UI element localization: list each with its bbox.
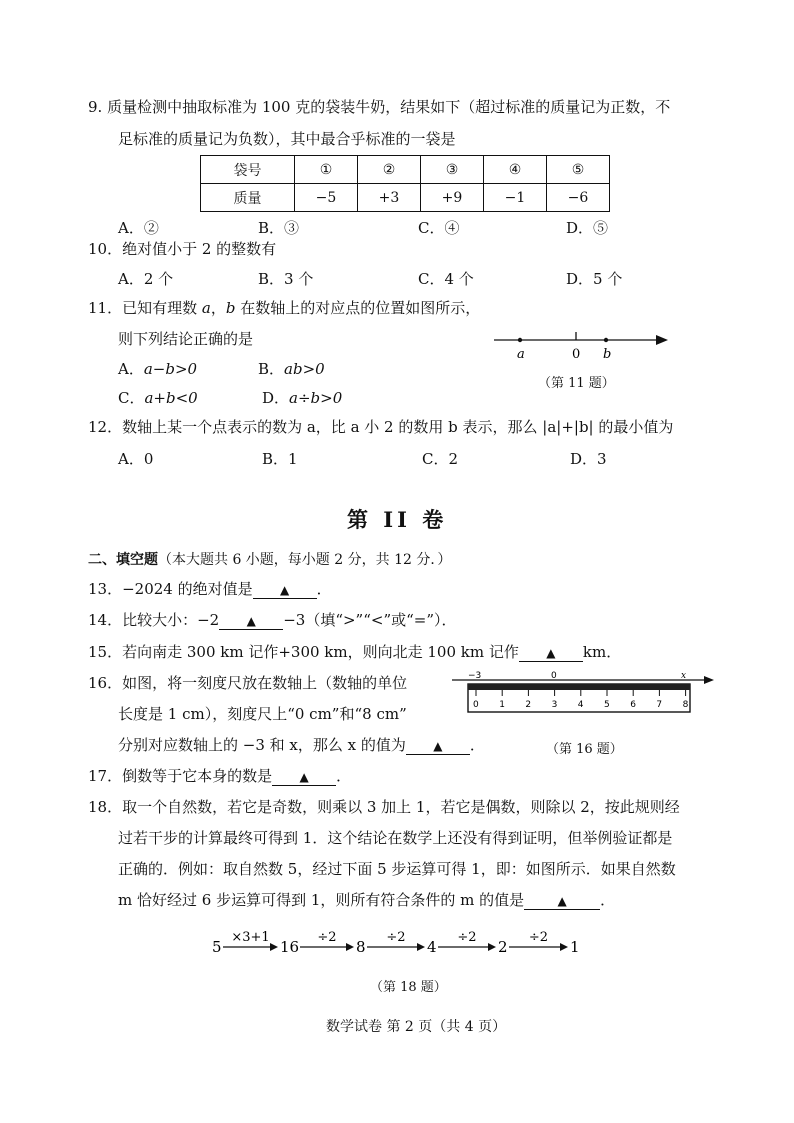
q16-text-post: ． xyxy=(469,736,485,754)
q18-caption: （第 18 题） xyxy=(370,980,447,995)
q11-stem xyxy=(88,297,480,318)
ruler-tick-label: 1 xyxy=(499,700,505,710)
q10-option-d: D．5 个 xyxy=(566,270,623,288)
q14-text-pre: 14．比较大小：−2 xyxy=(88,611,220,629)
q18-line4 xyxy=(118,889,615,910)
table-row-label: 质量 xyxy=(201,184,295,212)
q11-number-line xyxy=(490,328,670,368)
point-a xyxy=(518,338,522,342)
point-b xyxy=(604,338,608,342)
page-footer: 数学试卷 第 2 页（共 4 页） xyxy=(326,1019,507,1035)
option-expr: a−b>0 xyxy=(143,360,198,378)
q13 xyxy=(88,578,332,599)
blank-triangle-icon: ▲ xyxy=(557,894,567,908)
q11-line2: 则下列结论正确的是 xyxy=(118,330,254,348)
q11-var-b: b xyxy=(225,299,236,317)
table-header: ② xyxy=(358,156,421,184)
option-label: B． xyxy=(258,360,285,378)
q11-option-b xyxy=(258,358,325,379)
q15-text-pre: 15．若向南走 300 km 记作+300 km，则向北走 100 km 记作 xyxy=(88,643,519,661)
flow-number: 5 xyxy=(212,938,222,956)
q16-line2: 长度是 1 cm），刻度尺上“0 cm”和“8 cm” xyxy=(118,705,407,723)
q11-stem-post: 在数轴上的对应点的位置如图所示， xyxy=(235,299,481,317)
ruler-tick-label: 7 xyxy=(656,700,663,710)
q18-line2: 过若干步的计算最终可得到 1．这个结论在数学上还没有得到证明，但举例验证都是 xyxy=(118,829,673,847)
q16-text-pre: 分别对应数轴上的 −3 和 x，那么 x 的值为 xyxy=(118,736,406,754)
q12-option-d: D．3 xyxy=(570,450,607,468)
q13-text-pre: 13．−2024 的绝对值是 xyxy=(88,580,253,598)
table-header: ① xyxy=(295,156,358,184)
table-cell: +9 xyxy=(421,184,484,212)
q11-option-d xyxy=(262,387,342,408)
flow-number: 8 xyxy=(356,938,366,956)
flow-number: 4 xyxy=(427,938,437,956)
q9-line1: 9. 质量检测中抽取标准为 100 克的袋装牛奶，结果如下（超过标准的质量记为正数，不 xyxy=(88,98,671,116)
flow-op-label: ÷2 xyxy=(317,930,337,945)
axis-label-x: x xyxy=(681,671,687,681)
q13-text-post: ． xyxy=(316,580,332,598)
answer-blank[interactable] xyxy=(253,580,317,599)
q17 xyxy=(88,765,351,786)
blank-triangle-icon: ▲ xyxy=(546,646,556,660)
ruler-edge xyxy=(468,684,690,690)
q18-text-post: ． xyxy=(600,891,616,909)
q11-var-a: a xyxy=(201,299,211,317)
q9-option-c: C．④ xyxy=(418,219,460,237)
q14 xyxy=(88,609,457,630)
q10-stem: 10．绝对值小于 2 的整数有 xyxy=(88,240,277,258)
q9-line2: 足标准的质量记为负数），其中最合乎标准的一袋是 xyxy=(118,130,456,148)
q11-caption: （第 11 题） xyxy=(538,376,615,391)
ruler-tick-label: 4 xyxy=(577,700,584,710)
blank-triangle-icon: ▲ xyxy=(433,739,443,753)
blank-triangle-icon: ▲ xyxy=(279,583,290,597)
option-expr: a÷b>0 xyxy=(289,389,343,407)
table-cell: −1 xyxy=(484,184,547,212)
q18-text-pre: m 恰好经过 6 步运算可得到 1，则所有符合条件的 m 的值是 xyxy=(118,891,525,909)
q18-flow-diagram xyxy=(208,922,588,962)
q10-option-c: C．4 个 xyxy=(418,270,474,288)
axis-label-zero: 0 xyxy=(551,671,557,681)
q18-line1: 18．取一个自然数，若它是奇数，则乘以 3 加上 1，若它是偶数，则除以 2，按此规则经 xyxy=(88,798,680,816)
section-heading-rest: （本大题共 6 小题，每小题 2 分，共 12 分．） xyxy=(158,552,452,568)
option-expr: a+b<0 xyxy=(144,389,198,407)
answer-blank[interactable] xyxy=(272,767,336,786)
q16-ruler-figure xyxy=(448,668,720,720)
q11-stem-pre: 11．已知有理数 xyxy=(88,299,202,317)
axis-label-minus3: −3 xyxy=(468,671,482,681)
q10-option-a: A．2 个 xyxy=(118,270,174,288)
arrow-right-icon xyxy=(346,943,354,951)
ruler-tick-label: 0 xyxy=(473,700,479,710)
q9-option-d: D．⑤ xyxy=(566,219,609,237)
option-expr: ab>0 xyxy=(284,360,325,378)
q17-text-pre: 17．倒数等于它本身的数是 xyxy=(88,767,273,785)
ruler-tick-label: 3 xyxy=(551,700,558,710)
flow-number: 1 xyxy=(570,938,580,956)
ruler-tick-label: 5 xyxy=(604,700,610,710)
blank-triangle-icon: ▲ xyxy=(299,770,309,784)
flow-op-label: ÷2 xyxy=(386,930,406,945)
table-header: ④ xyxy=(484,156,547,184)
q16-line1: 16．如图，将一刻度尺放在数轴上（数轴的单位 xyxy=(88,674,408,692)
arrow-right-icon xyxy=(488,943,496,951)
arrow-right-icon xyxy=(560,943,568,951)
arrow-right-icon xyxy=(417,943,425,951)
q12-stem: 12．数轴上某一个点表示的数为 a，比 a 小 2 的数用 b 表示，那么 |a|+|b| 的最小值为 xyxy=(88,418,674,436)
q16-caption: （第 16 题） xyxy=(546,742,623,757)
q9-option-a: A．② xyxy=(118,219,159,237)
q15-text-post: km． xyxy=(582,643,622,661)
flow-number: 2 xyxy=(498,938,508,956)
label-zero: 0 xyxy=(572,347,581,362)
answer-blank[interactable] xyxy=(519,643,583,662)
table-cell: −5 xyxy=(295,184,358,212)
option-label: A． xyxy=(118,360,144,378)
q17-text-post: ． xyxy=(336,767,352,785)
q12-option-a: A．0 xyxy=(118,450,154,468)
table-header: ③ xyxy=(421,156,484,184)
flow-op-label: ÷2 xyxy=(457,930,477,945)
flow-op-label: ÷2 xyxy=(528,930,549,945)
q11-comma: ， xyxy=(210,299,226,317)
label-a: a xyxy=(517,347,525,362)
q9-option-b: B．③ xyxy=(258,219,300,237)
ruler-tick-label: 8 xyxy=(682,700,689,710)
axis-arrow-icon xyxy=(656,335,668,345)
q12-option-b: B．1 xyxy=(262,450,298,468)
table-cell: −6 xyxy=(547,184,610,212)
arrow-right-icon xyxy=(270,943,278,951)
answer-blank[interactable] xyxy=(524,891,600,910)
q12-option-c: C．2 xyxy=(422,450,459,468)
flow-steps xyxy=(212,930,580,956)
q11-option-c xyxy=(118,387,198,408)
table-cell: +3 xyxy=(358,184,421,212)
ruler-tick-label: 6 xyxy=(630,700,636,710)
flow-number: 16 xyxy=(280,938,300,956)
answer-blank[interactable] xyxy=(219,611,283,630)
answer-blank[interactable] xyxy=(406,736,470,755)
table-row-label: 袋号 xyxy=(201,156,295,184)
q9-mass-table xyxy=(200,155,610,212)
blank-triangle-icon: ▲ xyxy=(246,614,256,628)
q16-line3 xyxy=(118,734,485,755)
q14-text-post: −3（填“>”“<”或“=”）． xyxy=(283,611,457,629)
table-header: ⑤ xyxy=(547,156,610,184)
q10-option-b: B．3 个 xyxy=(258,270,314,288)
q15 xyxy=(88,641,621,662)
option-label: C． xyxy=(118,389,145,407)
section-heading-bold: 二、填空题 xyxy=(88,552,158,568)
flow-op-label: ×3+1 xyxy=(231,930,270,945)
section-heading xyxy=(88,549,451,569)
axis-arrow-icon xyxy=(704,676,714,684)
option-label: D． xyxy=(262,389,290,407)
q11-option-a xyxy=(118,358,197,379)
label-b: b xyxy=(603,347,612,362)
section-title: 第 II 卷 xyxy=(347,507,448,532)
ruler-tick-label: 2 xyxy=(525,700,532,710)
q18-line3: 正确的．例如：取自然数 5，经过下面 5 步运算可得 1，即：如图所示．如果自然数 xyxy=(118,860,676,878)
